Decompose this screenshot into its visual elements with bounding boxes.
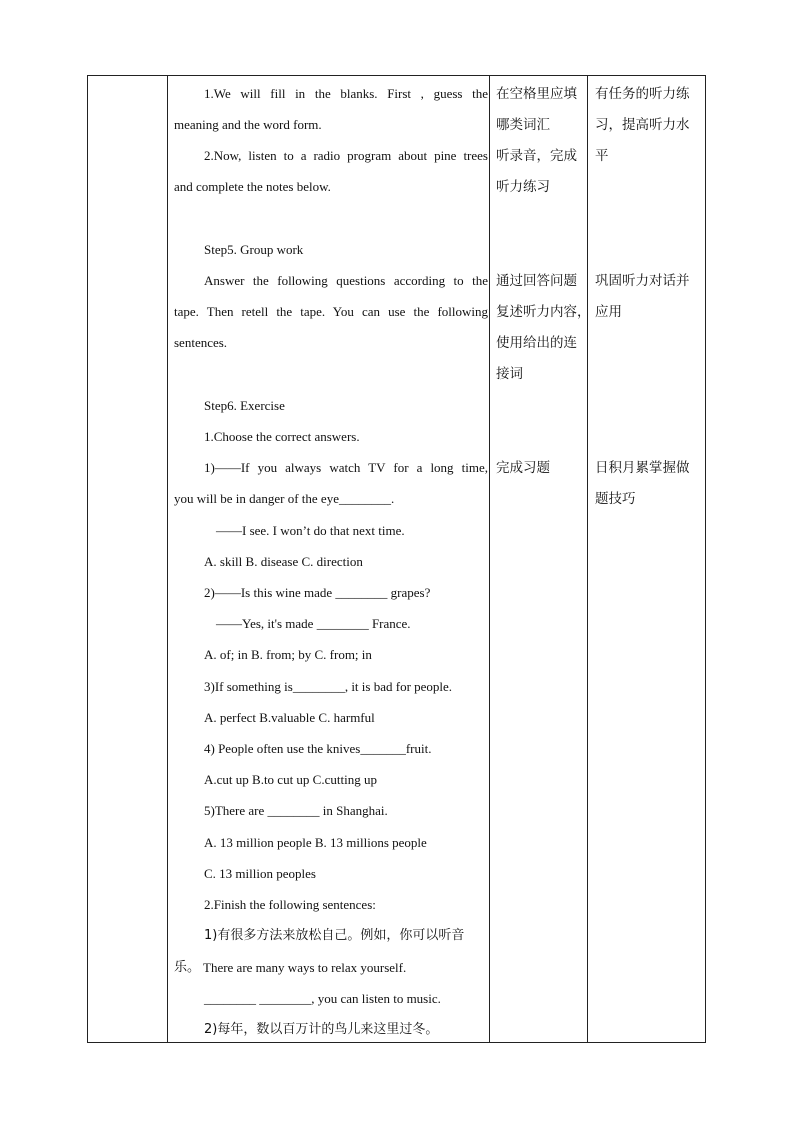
intent-line: 有任务的听力练 [595, 86, 690, 102]
answer-line: ——I see. I won’t do that next time. [216, 523, 405, 538]
exercise-heading: 2.Finish the following sentences: [204, 897, 376, 912]
column-divider-1 [167, 76, 168, 1042]
answer-line: ——Yes, it's made ________ France. [216, 616, 411, 631]
intent-line: 题技巧 [595, 491, 636, 507]
procedure-line: tape. Then retell the tape. You can use the following [174, 304, 488, 319]
chinese-prompt: 乐。 [174, 960, 201, 975]
step-heading: Step6. Exercise [204, 398, 285, 413]
procedure-line: and complete the notes below. [174, 179, 331, 194]
options-line: A. 13 million people B. 13 millions people [204, 835, 427, 850]
activity-line: 听录音，完成 [496, 148, 577, 164]
procedure-line: sentences. [174, 335, 228, 350]
activity-line: 哪类词汇 [496, 117, 550, 133]
activity-line: 听力练习 [496, 179, 550, 195]
options-line: C. 13 million peoples [204, 866, 316, 881]
intent-line: 巩固听力对话并 [595, 273, 690, 289]
activity-line: 在空格里应填 [496, 86, 577, 102]
question-line: 3)If something is________, it is bad for people. [204, 679, 453, 694]
english-sentence: There are many ways to relax yourself. [203, 960, 407, 975]
procedure-line: Answer the following questions according to the [204, 273, 488, 288]
question-line: 5)There are ________ in Shanghai. [204, 803, 388, 818]
procedure-line: 2.Now, listen to a radio program about pine trees [204, 148, 488, 163]
question-line: you will be in danger of the eye________. [174, 491, 395, 506]
activity-line: 接词 [496, 366, 523, 382]
intent-line: 日积月累掌握做 [595, 460, 690, 476]
chinese-prompt: 1)有很多方法来放松自己。例如，你可以听音 [204, 928, 465, 943]
column-divider-2 [489, 76, 490, 1042]
intent-line: 习，提高听力水 [595, 117, 690, 133]
procedure-line: meaning and the word form. [174, 117, 322, 132]
options-line: A. skill B. disease C. direction [204, 554, 363, 569]
question-line: 2)——Is this wine made ________ grapes? [204, 585, 431, 600]
question-line: 1)——If you always watch TV for a long time, [204, 460, 488, 475]
options-line: A.cut up B.to cut up C.cutting up [204, 772, 377, 787]
procedure-line: 1.We will fill in the blanks. First , guess the [204, 86, 488, 101]
intent-line: 应用 [595, 304, 622, 320]
options-line: A. perfect B.valuable C. harmful [204, 710, 375, 725]
fill-in-line: ________ ________, you can listen to music. [204, 991, 441, 1006]
lesson-table [87, 75, 706, 1043]
intent-line: 平 [595, 148, 609, 164]
activity-line: 复述听力内容， [496, 304, 591, 320]
column-divider-3 [587, 76, 588, 1042]
activity-line: 通过回答问题 [496, 273, 577, 289]
step-heading: Step5. Group work [204, 242, 304, 257]
question-line: 4) People often use the knives_______fruit. [204, 741, 432, 756]
activity-line: 使用给出的连 [496, 335, 577, 351]
activity-line: 完成习题 [496, 460, 550, 476]
exercise-heading: 1.Choose the correct answers. [204, 429, 360, 444]
options-line: A. of; in B. from; by C. from; in [204, 647, 372, 662]
chinese-prompt: 2)每年，数以百万计的鸟儿来这里过冬。 [204, 1022, 439, 1037]
